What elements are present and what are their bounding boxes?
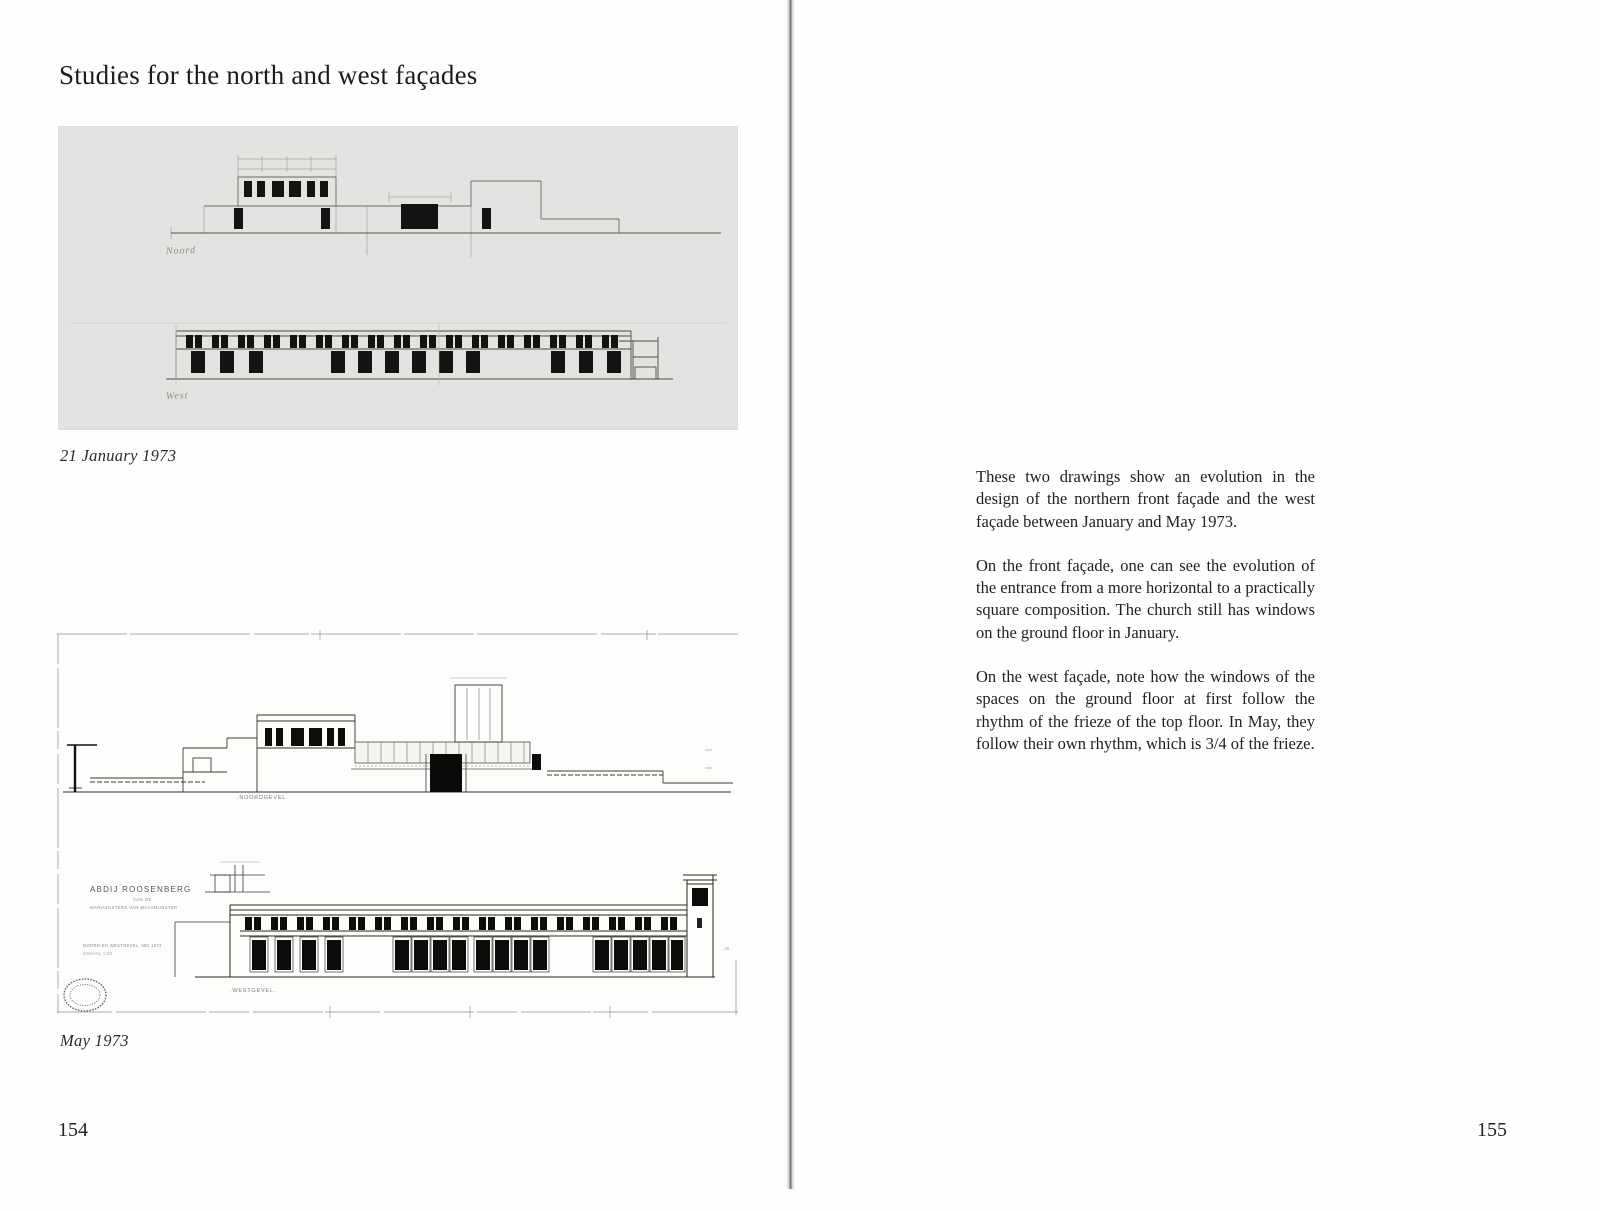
titleblock-line1: ABDIJ ROOSENBERG bbox=[90, 885, 192, 894]
page-number-left: 154 bbox=[58, 1119, 88, 1141]
north-label-handwritten: Noord bbox=[165, 244, 197, 257]
titleblock-line2: VAN DE bbox=[133, 897, 152, 902]
central-block-windows bbox=[265, 728, 345, 746]
paragraph-3: On the west façade, note how the windows of the spaces on the ground floor at first follow the rhythm of the frieze of the top floor. In May, they follow their own rhythm, which is 3/4 of the frieze. bbox=[976, 667, 1315, 753]
paragraph-1: These two drawings show an evolution in the design of the northern front façade and the west façade between January and May 1973. bbox=[976, 467, 1315, 531]
flagpole bbox=[67, 745, 97, 792]
titleblock-line3: MARIAZUSTERS VAN WAASMUNSTER bbox=[90, 905, 178, 910]
page-number-right: 155 bbox=[1477, 1119, 1507, 1141]
west-right-structure bbox=[619, 337, 658, 379]
north-windows bbox=[234, 181, 491, 229]
west-ground-floor-windows bbox=[250, 937, 685, 972]
page-title: Studies for the north and west façades bbox=[59, 60, 478, 90]
west-label-handwritten: West bbox=[165, 390, 189, 402]
figure-may-drawing bbox=[55, 630, 740, 1020]
left-wall bbox=[90, 738, 257, 792]
west-tower bbox=[683, 875, 730, 977]
january-elevation-sketch bbox=[59, 127, 737, 429]
body-text bbox=[976, 466, 1315, 777]
west-frieze-windows bbox=[245, 917, 677, 930]
noordgevel-label: .NOORDGEVEL. bbox=[237, 795, 289, 801]
figure2-caption: May 1973 bbox=[60, 1031, 129, 1050]
infoblock-line2: SCHAAL 1:50 bbox=[83, 951, 113, 956]
figure-january-drawing bbox=[58, 126, 738, 430]
stamp-icon bbox=[64, 979, 106, 1011]
small-window bbox=[532, 754, 541, 770]
tower-annotation: .28 bbox=[723, 946, 730, 951]
rooftop-structure bbox=[205, 862, 270, 892]
infoblock-line1: NOORD-EN WESTGEVEL, MEI 1973 bbox=[83, 943, 162, 948]
north-tower bbox=[450, 678, 507, 742]
left-wing bbox=[175, 922, 230, 977]
west-ground-floor-windows bbox=[191, 351, 621, 373]
central-block-outline bbox=[257, 715, 355, 792]
may-north-elevation bbox=[63, 678, 733, 801]
westgevel-label: .WESTGEVEL. bbox=[230, 988, 277, 994]
west-construction-lines bbox=[176, 323, 439, 385]
entrance-door bbox=[426, 754, 466, 792]
right-wall bbox=[547, 750, 733, 783]
may-elevation-drawing bbox=[55, 630, 740, 1020]
west-frieze-windows bbox=[186, 335, 618, 348]
page-gutter-divider bbox=[786, 0, 795, 1189]
paragraph-2: On the front façade, one can see the evolution of the entrance from a more horizontal to a practically square composition. The church still has windows on the ground floor in January. bbox=[976, 555, 1316, 642]
figure1-caption: 21 January 1973 bbox=[60, 446, 177, 465]
